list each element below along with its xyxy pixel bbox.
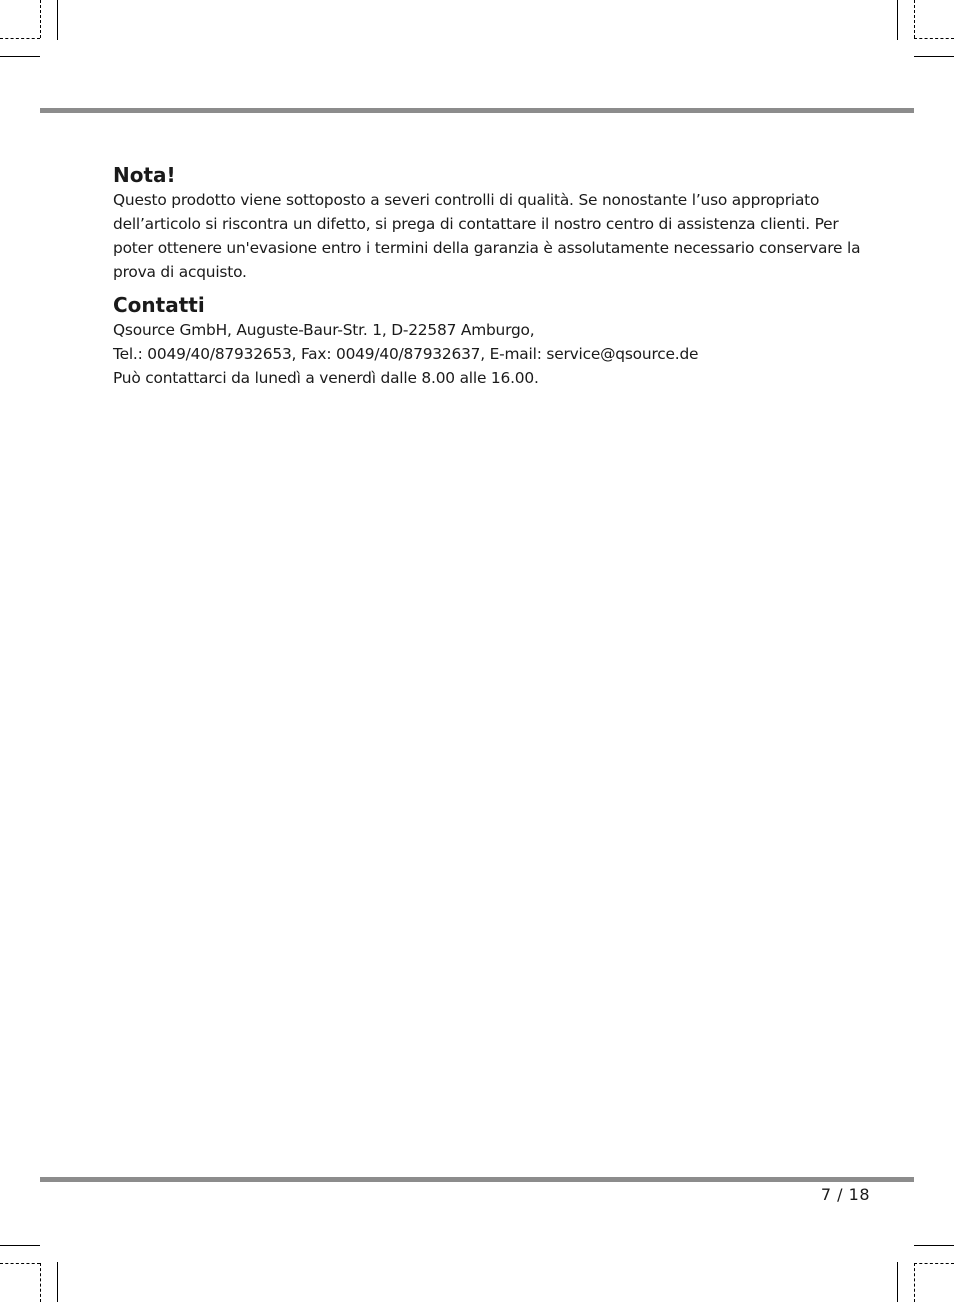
- crop-mark-top-right-dashed-vertical: [914, 0, 915, 38]
- crop-mark-bottom-left-dashed-vertical: [40, 1263, 41, 1302]
- crop-mark-bottom-right-vertical: [897, 1262, 898, 1302]
- crop-mark-top-left-vertical: [57, 0, 58, 40]
- nota-heading: Nota!: [113, 163, 176, 187]
- crop-mark-top-right-horizontal: [914, 56, 954, 57]
- page-content: [113, 163, 873, 390]
- header-rule: [40, 108, 914, 113]
- crop-mark-top-left-dashed-horizontal: [0, 38, 40, 39]
- crop-mark-bottom-right-dashed-vertical: [914, 1263, 915, 1302]
- crop-mark-top-right-dashed-horizontal: [914, 38, 954, 39]
- footer-rule: [40, 1177, 914, 1182]
- contatti-address: Qsource GmbH, Auguste-Baur-Str. 1, D-22587 Amburgo,: [113, 321, 535, 339]
- nota-body: Questo prodotto viene sottoposto a severi controlli di qualità. Se nonostante l’uso appropriato dell’articolo si riscontra un difetto, si prega di contattare il nostro centro di assistenza clienti. Per poter ottenere un'evasione entro i termini della garanzia è assolutamente necessario conservare la prova di acquisto.: [113, 191, 861, 281]
- crop-mark-bottom-left-dashed-horizontal: [0, 1263, 40, 1264]
- crop-mark-top-left-horizontal: [0, 56, 40, 57]
- crop-mark-bottom-left-vertical: [57, 1262, 58, 1302]
- crop-mark-top-left-dashed-vertical: [40, 0, 41, 38]
- crop-mark-bottom-right-dashed-horizontal: [914, 1263, 954, 1264]
- crop-mark-top-right-vertical: [897, 0, 898, 40]
- nota-section: [113, 163, 873, 284]
- contatti-heading: Contatti: [113, 293, 205, 317]
- contatti-hours: Può contattarci da lunedì a venerdì dalle 8.00 alle 16.00.: [113, 369, 539, 387]
- contatti-section: [113, 293, 873, 390]
- crop-mark-bottom-right-horizontal: [914, 1245, 954, 1246]
- contatti-phone-email: Tel.: 0049/40/87932653, Fax: 0049/40/87932637, E-mail: service@qsource.de: [113, 345, 699, 363]
- page-number: 7 / 18: [820, 1185, 870, 1204]
- crop-mark-bottom-left-horizontal: [0, 1245, 40, 1246]
